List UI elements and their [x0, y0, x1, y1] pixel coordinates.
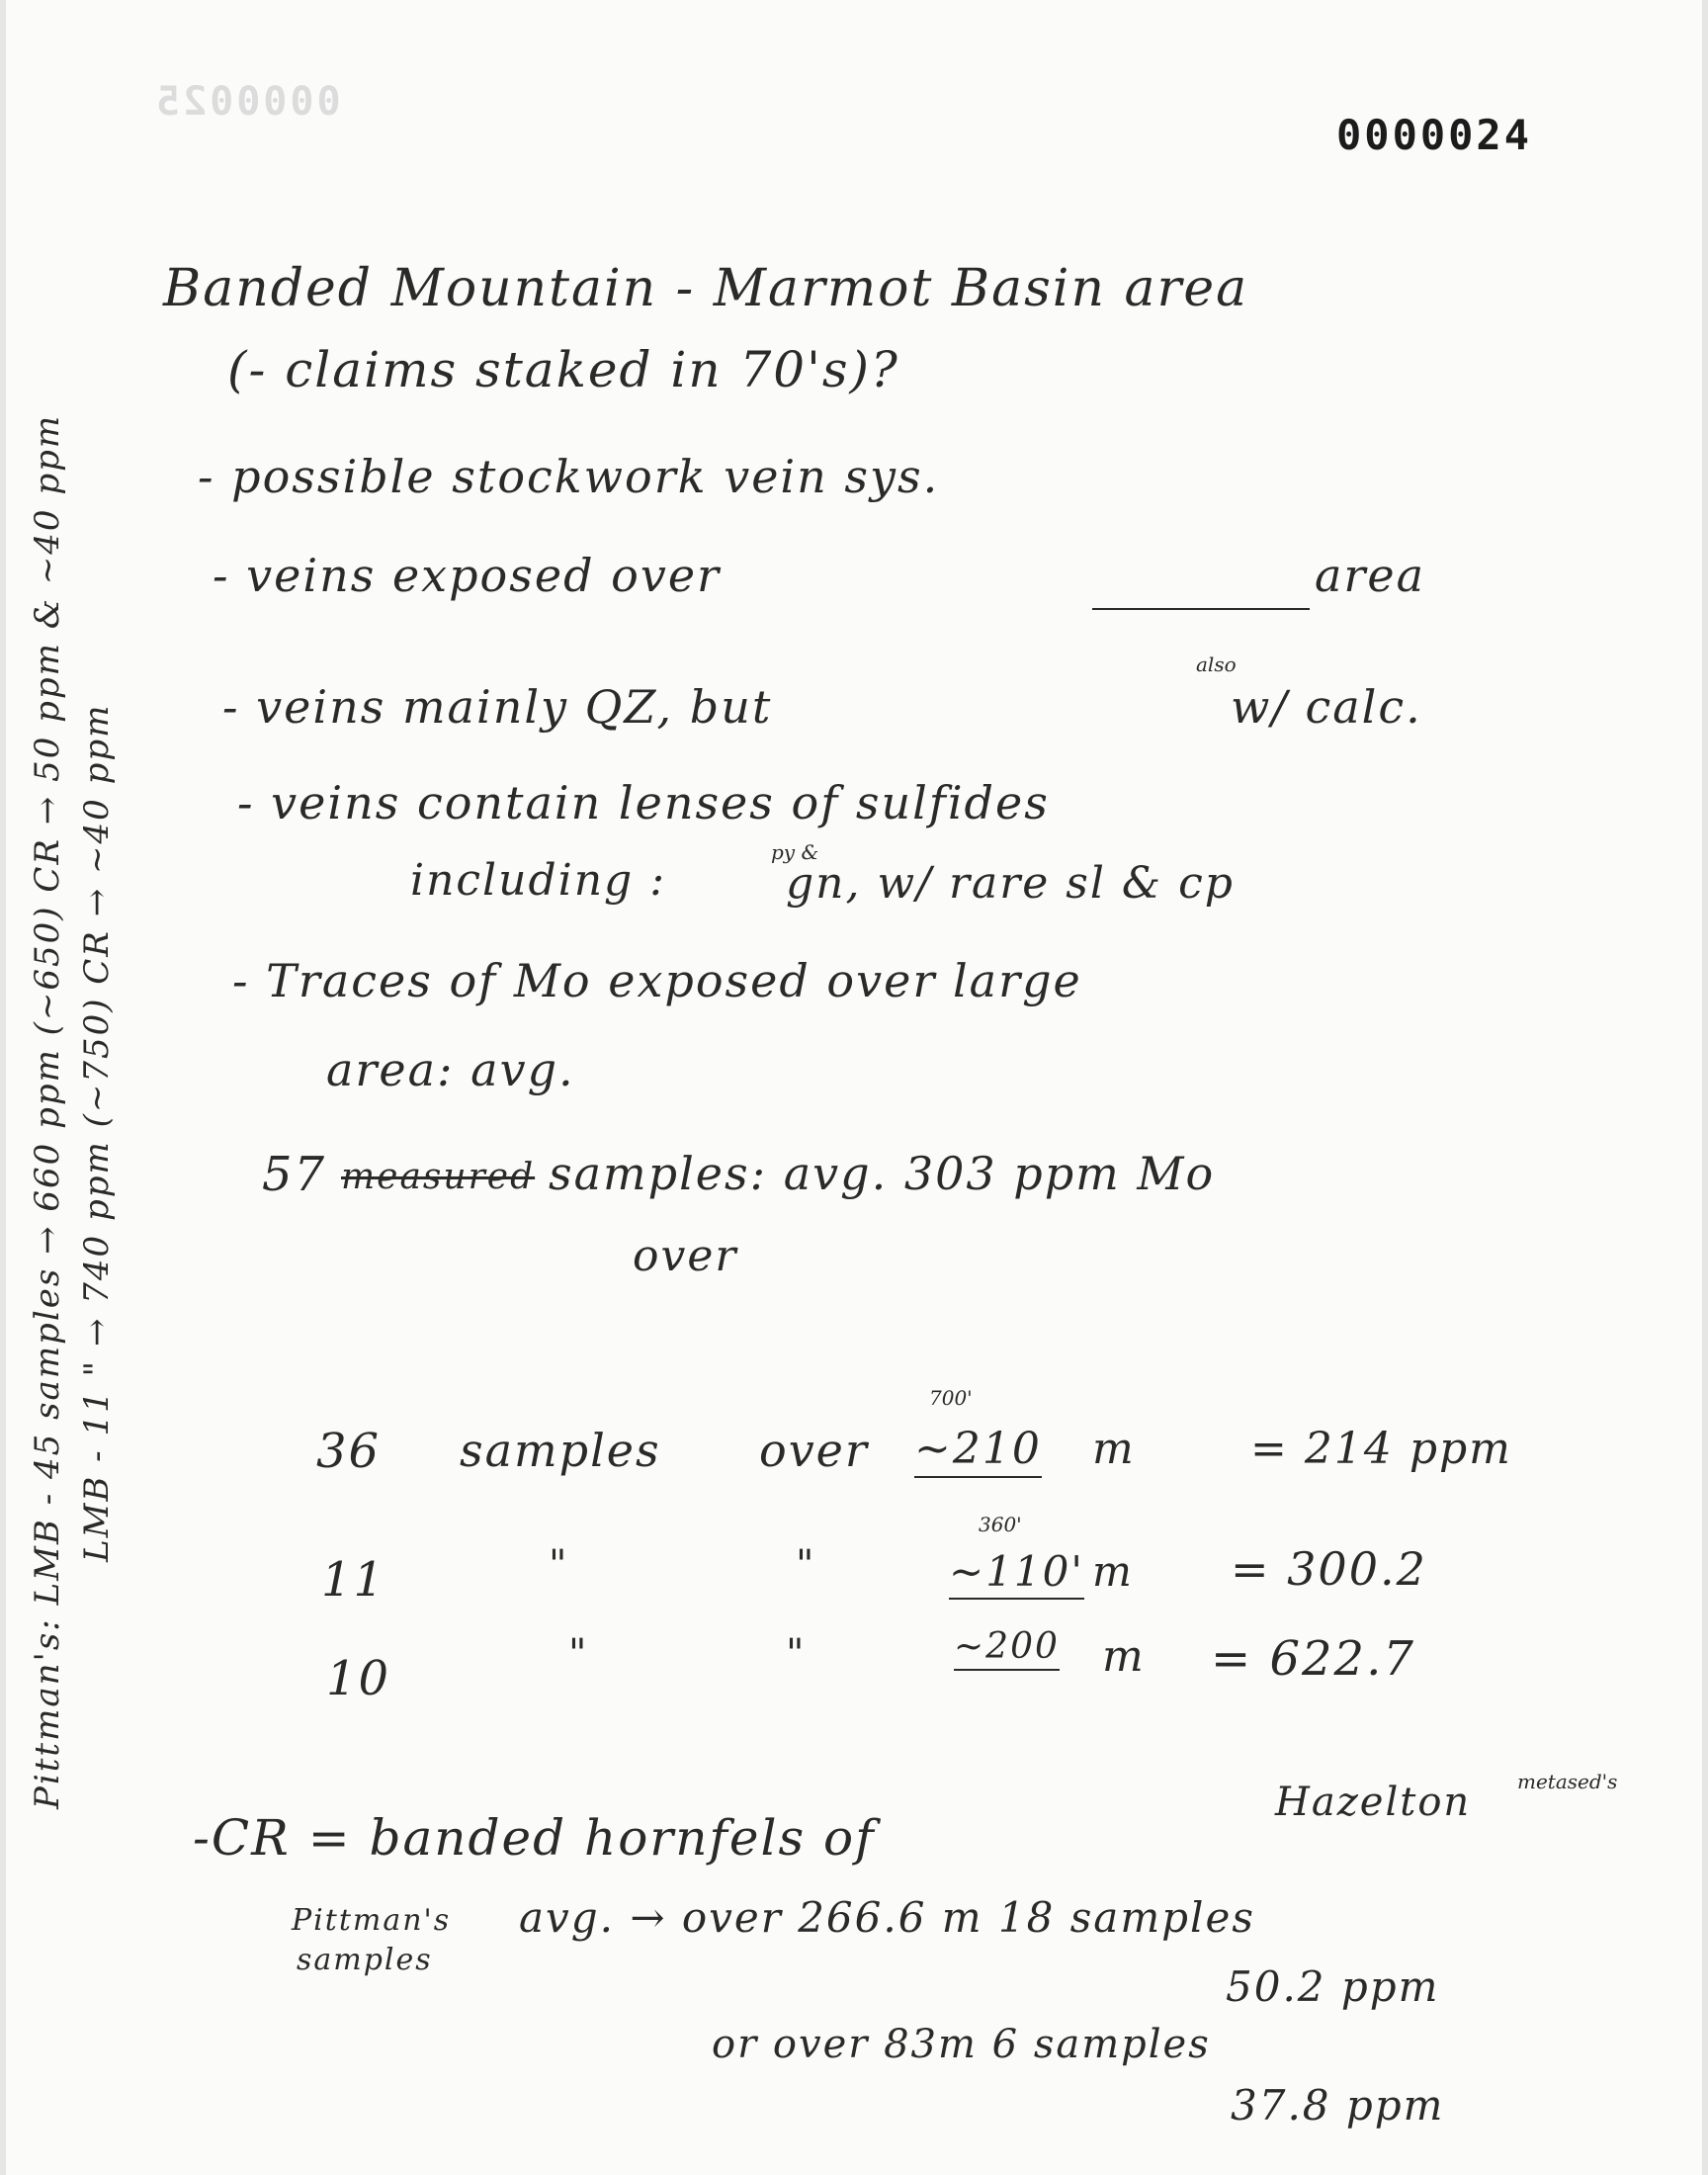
table-row2-feet: 360' — [979, 1513, 1022, 1536]
table-row2-count: 11 — [321, 1552, 386, 1608]
bullet-exposed: - veins exposed over — [213, 549, 722, 602]
table-row1-over: over — [759, 1424, 869, 1477]
samples57-count: 57 — [262, 1147, 327, 1202]
blank-fill-line — [1092, 608, 1310, 610]
pittman-ppm-1: 50.2 ppm — [1226, 1962, 1440, 2011]
insert-also: also — [1196, 652, 1237, 676]
table-row1-samples: samples — [460, 1424, 661, 1477]
or-over-line: or over 83m 6 samples — [712, 2022, 1211, 2067]
table-row1-feet: 700' — [929, 1386, 973, 1410]
table-row3-ditto1: " — [568, 1631, 589, 1677]
left-scan-edge — [0, 0, 6, 2175]
pittman-label-2: samples — [297, 1943, 433, 1977]
title-line1: Banded Mountain - Marmot Basin area — [163, 259, 1249, 318]
right-scan-edge — [1702, 0, 1708, 2175]
stamp-number: 0000024 — [1336, 111, 1533, 159]
pittman-ppm-2: 37.8 ppm — [1231, 2081, 1445, 2130]
table-row2-unit: m — [1092, 1547, 1134, 1596]
table-row3-result: = 622.7 — [1211, 1631, 1415, 1687]
samples57-summary: samples: avg. 303 ppm Mo — [549, 1147, 1216, 1200]
cr-definition: -CR = banded hornfels of — [193, 1809, 876, 1867]
including-label: including : — [410, 855, 667, 906]
margin-note-line1: Pittman's: LMB - 45 samples → 660 ppm (~650) CR → 50 ppm & ~40 ppm — [28, 413, 67, 1809]
table-row2-length: ~110' — [949, 1547, 1084, 1600]
ghost-stamp-number: 0000025 — [153, 79, 341, 125]
table-row2-ditto2: " — [796, 1542, 816, 1588]
bullet-traces-mo: - Traces of Mo exposed over large — [232, 954, 1082, 1007]
table-row1-result: = 214 ppm — [1250, 1424, 1512, 1474]
samples57-over: over — [633, 1231, 738, 1281]
bullet-mainly-qz: - veins mainly QZ, but — [222, 680, 773, 734]
table-row1-unit: m — [1092, 1424, 1136, 1474]
cr-hazelton: Hazelton — [1275, 1780, 1472, 1825]
table-row2-result: = 300.2 — [1231, 1542, 1427, 1596]
cr-metaseds: metased's — [1517, 1770, 1618, 1793]
table-row1-count: 36 — [316, 1424, 382, 1479]
margin-note-line2: LMB - 11 " → 740 ppm (~750) CR → ~40 ppm — [77, 703, 117, 1562]
table-row2-ditto1: " — [549, 1542, 569, 1588]
sulfide-list: gn, w/ rare sl & cp — [786, 858, 1235, 909]
area-avg: area: avg. — [326, 1043, 575, 1096]
bullet-stockwork: - possible stockwork vein sys. — [198, 450, 940, 503]
bullet-calc: w/ calc. — [1231, 680, 1422, 734]
table-row3-length: ~200 — [954, 1626, 1060, 1671]
samples57-struck-word: measured — [341, 1157, 536, 1197]
table-row1-length: ~210 — [914, 1424, 1042, 1478]
table-row3-ditto2: " — [786, 1631, 807, 1677]
bullet-lenses: - veins contain lenses of sulfides — [237, 776, 1050, 829]
title-line2: (- claims staked in 70's)? — [227, 341, 899, 398]
bullet-exposed-area: area — [1315, 549, 1426, 602]
table-row3-count: 10 — [326, 1651, 391, 1706]
pittman-avg-line: avg. → over 266.6 m 18 samples — [519, 1893, 1255, 1942]
pittman-label-1: Pittman's — [292, 1903, 452, 1938]
table-row3-unit: m — [1102, 1631, 1146, 1682]
insert-py: py & — [771, 840, 819, 864]
